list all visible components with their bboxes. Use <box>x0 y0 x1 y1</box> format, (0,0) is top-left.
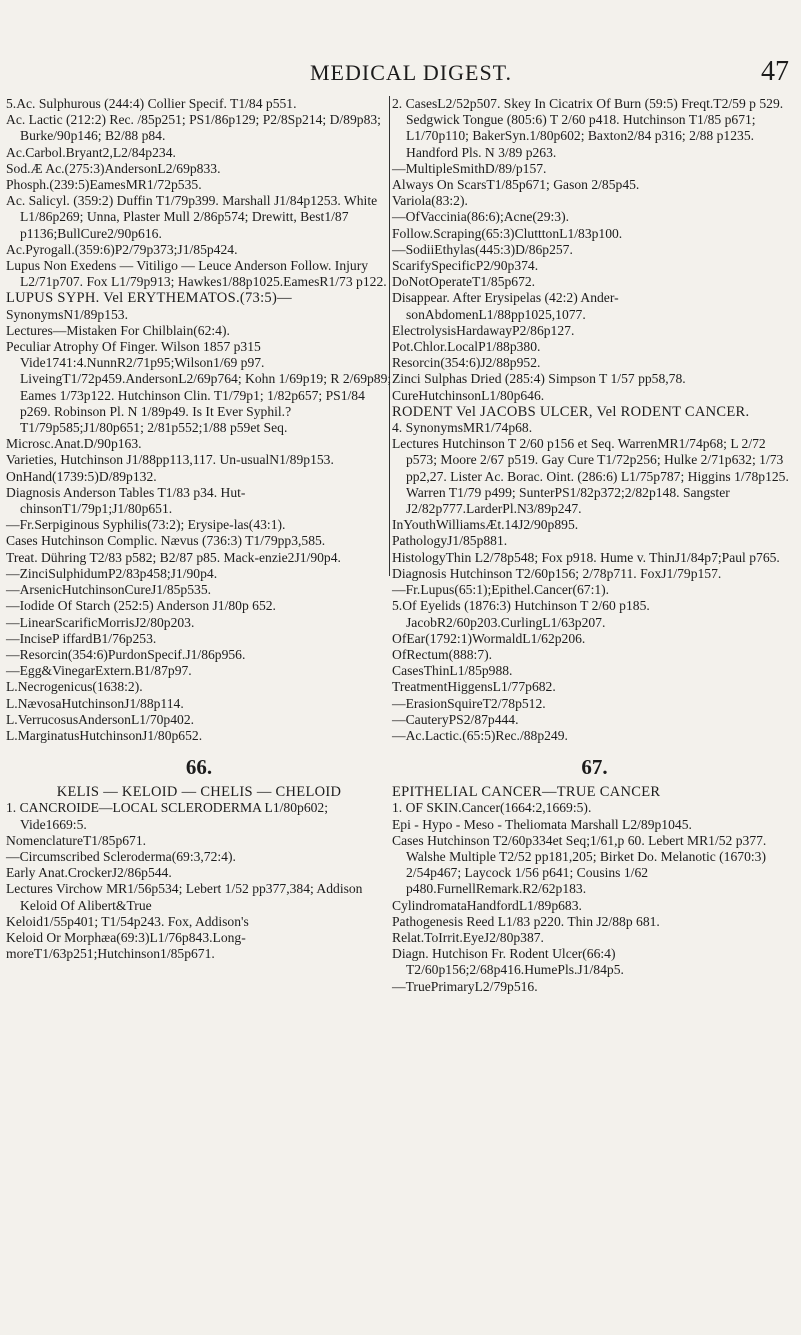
entry: Keloid Or Morphæa(69:3)L1/76p843.Long- <box>6 929 246 945</box>
entry: Pot.Chlor.LocalP1/88p380. <box>392 339 541 355</box>
entry: —Egg&VinegarExtern.B1/87p97. <box>6 663 192 679</box>
entry: CylindromataHandfordL1/89p683. <box>392 897 582 913</box>
entry: TreatmentHiggensL1/77p682. <box>392 679 556 695</box>
entry: —OfVaccinia(86:6);Acne(29:3). <box>392 209 570 225</box>
lupus-syph-heading: LUPUS SYPH. Vel ERYTHEMATOS.(73:5)— <box>6 290 292 307</box>
entry: —LinearScarificMorrisJ2/80p203. <box>6 614 195 630</box>
entry: L.Necrogenicus(1638:2). <box>6 679 143 695</box>
entry: —SodiiEthylas(445:3)D/86p257. <box>392 241 573 257</box>
entry: —Fr.Lupus(65:1);Epithel.Cancer(67:1). <box>392 582 610 598</box>
entry: ScarifySpecificP2/90p374. <box>392 258 539 274</box>
entry: 1. OF SKIN.Cancer(1664:2,1669:5). <box>392 800 592 816</box>
entry: CasesThinL1/85p988. <box>392 663 513 679</box>
section-66-heading: KELIS — KELOID — CHELIS — CHELOID <box>56 784 342 801</box>
entry: —Resorcin(354:6)PurdonSpecif.J1/86p956. <box>6 646 246 662</box>
entry: —MultipleSmithD/89/p157. <box>392 160 547 176</box>
entry: L.VerrucosusAndersonL1/70p402. <box>6 711 195 727</box>
entry: —CauteryPS2/87p444. <box>392 711 519 727</box>
entry: Lupus Non Exedens — Vitiligo — Leuce Anderson Follow. Injury L2/71p707. Fox L1/79p913; Hawkes1/88p1025.EamesR1/73 p122. <box>6 258 387 290</box>
entry: PathologyJ1/85p881. <box>392 533 508 549</box>
entry: Pathogenesis Reed L1/83 p220. Thin J2/88p 681. <box>392 913 660 929</box>
entry: 2. CasesL2/52p507. Skey In Cicatrix Of Burn (59:5) Freqt.T2/59 p 529. Sedgwick Tongue (805:6) T 2/60 p418. Hutchinson T1/85 p671; L1/70p110; BakerSyn.1/80p602; Baxton2/84 p316; 2/88 p1235. Handford Pls. N 3/89 p263. <box>392 96 784 160</box>
entry: Variola(83:2). <box>392 193 468 209</box>
entry: 5.Of Eyelids (1876:3) Hutchinson T 2/60 p185. JacobR2/60p203.CurlingL1/63p207. <box>392 598 650 630</box>
entry: ElectrolysisHardawayP2/86p127. <box>392 322 575 338</box>
entry: Lectures Hutchinson T 2/60 p156 et Seq. WarrenMR1/74p68; L 2/72 p573; Moore 2/67 p519. Gay Cure T1/72p256; Hulke 2/71p632; 1/73 pp2,27. Lister Ac. Borac. Oint. (286:6) L1/75p787; Higgins 1/78p125. Warren T1/79 p499; SunterPS1/82p372;2/82p148. Sangster J2/82p777.LarderPl.N3/89p247. <box>392 436 789 517</box>
entry: Sod.Æ Ac.(275:3)AndersonL2/69p833. <box>6 160 221 176</box>
entry: Varieties, Hutchinson J1/88pp113,117. Un-usualN1/89p153. <box>6 452 334 468</box>
entry: 1. CANCROIDE—LOCAL SCLERODERMA L1/80p602; Vide1669:5. <box>6 800 328 832</box>
entry: Diagn. Hutchison Fr. Rodent Ulcer(66:4) T2/60p156;2/68p416.HumePls.J1/84p5. <box>392 946 624 978</box>
section-number-66: 66. <box>185 755 213 780</box>
entry: Always On ScarsT1/85p671; Gason 2/85p45. <box>392 177 640 193</box>
entry: Phosph.(239:5)EamesMR1/72p535. <box>6 177 202 193</box>
entry: CureHutchinsonL1/80p646. <box>392 387 545 403</box>
entry: Early Anat.CrockerJ2/86p544. <box>6 865 172 881</box>
right-column <box>392 96 797 995</box>
section-number-67: 67. <box>581 755 608 780</box>
entry: —ErasionSquireT2/78p512. <box>392 695 546 711</box>
entry: —Iodide Of Starch (252:5) Anderson J1/80p 652. <box>6 598 276 614</box>
entry: Ac.Carbol.Bryant2,L2/84p234. <box>6 144 176 160</box>
section-67-heading: EPITHELIAL CANCER—TRUE CANCER <box>392 784 661 801</box>
entry: —ZinciSulphidumP2/83p458;J1/90p4. <box>6 565 218 581</box>
entry: Diagnosis Anderson Tables T1/83 p34. Hut-chinsonT1/79p1;J1/80p651. <box>6 484 246 517</box>
entry: —Fr.Serpiginous Syphilis(73:2); Erysipe-las(43:1). <box>6 517 286 533</box>
entry: —InciseP iffardB1/76p253. <box>6 630 157 646</box>
rodent-ulcer-heading: RODENT Vel JACOBS ULCER, Vel RODENT CANCER. <box>392 403 750 420</box>
entry: Follow.Scraping(65:3)ClutttonL1/83p100. <box>392 225 623 241</box>
entry: InYouthWilliamsÆt.14J2/90p895. <box>392 517 579 533</box>
entry: Ac. Salicyl. (359:2) Duffin T1/79p399. Marshall J1/84p1253. White L1/86p269; Unna, Plaster Mull 2/86p574; Drewitt, Best1/87 p1136;BullCure2/90p616. <box>6 193 378 241</box>
entry: Ac.Pyrogall.(359:6)P2/79p373;J1/85p424. <box>6 241 238 257</box>
entry: —ArsenicHutchinsonCureJ1/85p535. <box>6 582 212 598</box>
entry: L.MarginatusHutchinsonJ1/80p652. <box>6 727 203 743</box>
entry: Microsc.Anat.D/90p163. <box>6 436 142 452</box>
entry: Diagnosis Hutchinson T2/60p156; 2/78p711. FoxJ1/79p157. <box>392 565 722 581</box>
entry: Ac. Lactic (212:2) Rec. /85p251; PS1/86p129; P2/8Sp214; D/89p83; Burke/90p146; B2/88 p84. <box>6 112 381 144</box>
entry: Keloid1/55p401; T1/54p243. Fox, Addison's <box>6 913 249 929</box>
entry: Cases Hutchinson T2/60p334et Seq;1/61,p 60. Lebert MR1/52 p377. Walshe Multiple T2/52 pp181,205; Birket Do. Melanotic (1670:3) 2/54p467; Laycock 1/56 p641; Cousins 1/62 p480.FurnellRemark.R2/62p183. <box>392 832 767 897</box>
entry: Zinci Sulphas Dried (285:4) Simpson T 1/57 pp58,78. <box>392 371 686 387</box>
entry: moreT1/63p251;Hutchinson1/85p671. <box>6 946 215 962</box>
entry: —Ac.Lactic.(65:5)Rec./88p249. <box>392 727 568 743</box>
running-head <box>0 58 801 88</box>
entry: Relat.ToIrrit.EyeJ2/80p387. <box>392 929 544 945</box>
page-number: 47 <box>761 56 789 87</box>
entry: OfRectum(888:7). <box>392 646 493 662</box>
entry: —TruePrimaryL2/79p516. <box>392 978 538 994</box>
entry: Lectures Virchow MR1/56p534; Lebert 1/52 pp377,384; Addison Keloid Of Alibert&True <box>6 881 363 913</box>
entry: Treat. Dühring T2/83 p582; B2/87 p85. Mack-enzie2J1/90p4. <box>6 549 341 565</box>
entry: Epi - Hypo - Meso - Theliomata Marshall L2/89p1045. <box>392 816 692 832</box>
entry: L.NævosaHutchinsonJ1/88p114. <box>6 695 184 711</box>
entry: Peculiar Atrophy Of Finger. Wilson 1857 p315 Vide1741:4.NunnR2/71p95;Wilson1/69 p97. LiveingT1/72p459.AndersonL2/69p764; Kohn 1/69p19; R 2/69p89; Eames 1/73p122. Hutchinson Clin. T1/79p1; 1/82p657; PS1/84 p269. Robinson Pl. N 1/89p49. Is It Ever Syphil.?T1/79p585;J1/80p651; 2/81p552;1/88 p59et Seq. <box>6 339 392 436</box>
entry: Resorcin(354:6)J2/88p952. <box>392 355 541 371</box>
entry: Lectures—Mistaken For Chilblain(62:4). <box>6 322 230 338</box>
entry: NomenclatureT1/85p671. <box>6 832 147 848</box>
entry: Cases Hutchinson Complic. Nævus (736:3) T1/79pp3,585. <box>6 533 326 549</box>
entry: OnHand(1739:5)D/89p132. <box>6 468 157 484</box>
entry: Disappear. After Erysipelas (42:2) Ander-sonAbdomenL1/88pp1025,1077. <box>392 290 619 322</box>
entry: HistologyThin L2/78p548; Fox p918. Hume v. ThinJ1/84p7;Paul p765. <box>392 549 780 565</box>
left-column <box>6 96 392 962</box>
entry: 5.Ac. Sulphurous (244:4) Collier Specif. T1/84 p551. <box>6 96 297 111</box>
entry: 4. SynonymsMR1/74p68. <box>392 420 533 436</box>
entry: —Circumscribed Scleroderma(69:3,72:4). <box>6 848 236 864</box>
entry: SynonymsN1/89p153. <box>6 306 128 322</box>
entry: OfEar(1792:1)WormaldL1/62p206. <box>392 630 586 646</box>
running-head-title: MEDICAL DIGEST. <box>310 60 512 85</box>
entry: DoNotOperateT1/85p672. <box>392 274 536 290</box>
